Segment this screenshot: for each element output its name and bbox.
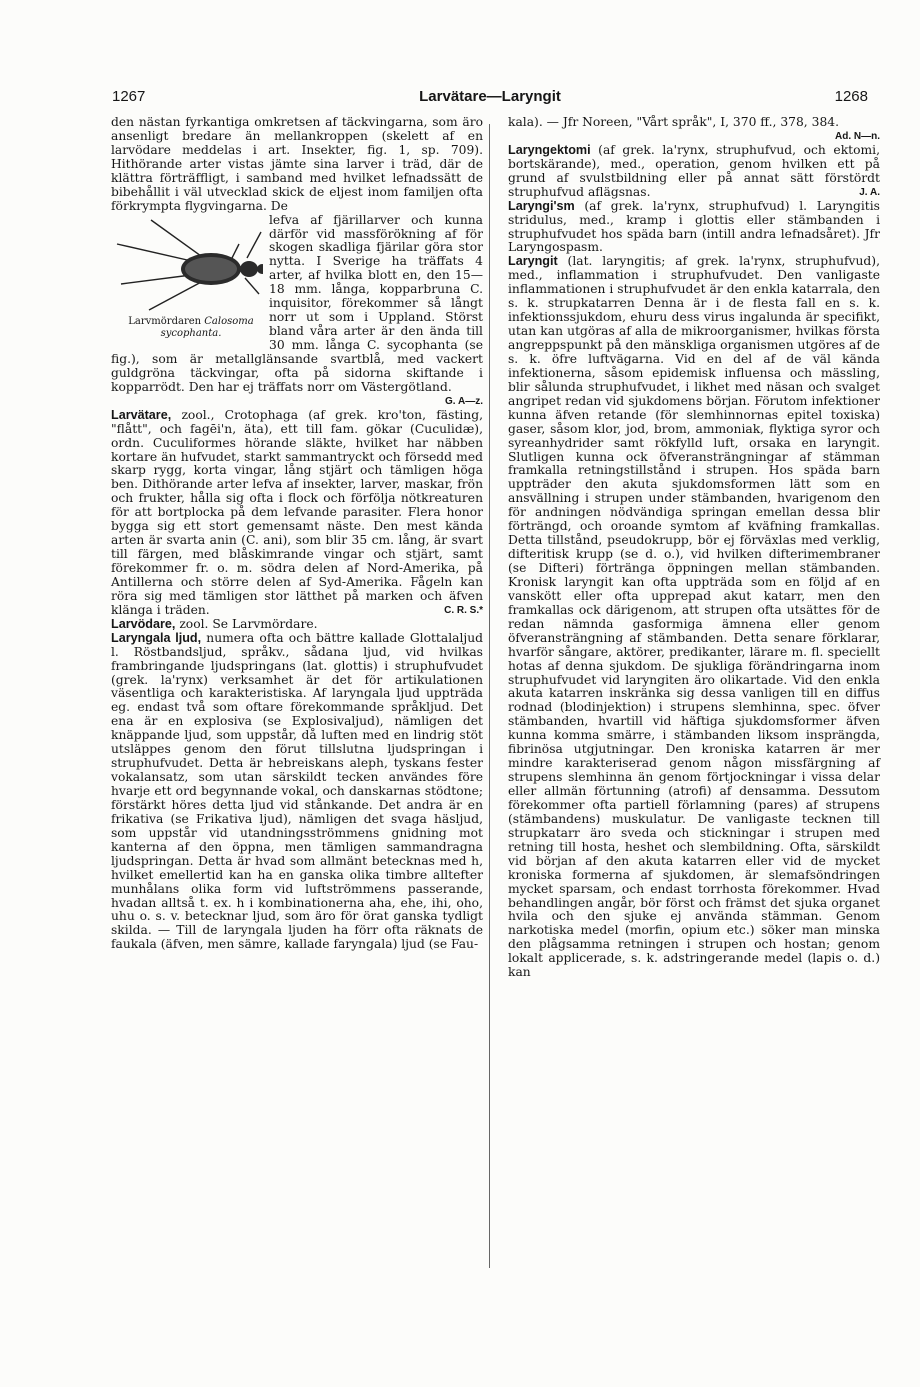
entry-body: (lat. laryngitis; af grek. la'rynx, struphufvud), med., inflammation i struphufvudet. Den vanligaste inflammationen i struphufvudet är den enkla katarrala, den s. k. strupkatarren Denna är i de flesta fall en s. k. infektionssjukdom, ehuru dess virus ingalunda är specifikt, utan kan utgöras af alla de mikroorganismer, hvilkas första angreppspunkt på den mänskliga organismen utgöres af de s. k. öfre luftvägarna. Vid en del af de väl kända infektionerna, såsom epidemisk influensa och mässling, blir sålunda struphufvudet, i likhet med näsan och svalget angripet redan vid sjukdomens början. Förutom infektioner kunna äfven retande (för slemhinnornas epitel toxiska) gaser, såsom klor, jod, brom, ammoniak, flyktiga syror och syreanhydrider samt rökfylld luft, orsaka en laryngit. Slutligen kunna ock öfveransträngningar af stämman framkalla retningstillstånd i strupen. Hos späda barn uppträder den akuta sjukdomsformen lätt som en ansvällning i strupen under stämbanden, hvarigenom den för andningen nödvändiga springan emellan dessa blir förträngd, och oroande symtom af kväfning framkallas. Detta tillstånd, pseudokrupp, bör ej förväxlas med verklig, difteritisk krupp (se d. o.), vid hvilken difterimembraner (se Difteri) förtränga öppningen mellan stämbanden. Kronisk laryngit kan ofta uppträda som en följd af en vanskött eller ofta upprepad akut katarr, men den framkallas ock därigenom, att strupen ofta utsättes för de redan nämnda gasformiga ämnena eller genom öfveransträngning af stämbanden. Detta senare förklarar, hvarför sångare, aktörer, predikanter, lärare m. fl. speciellt hotas af denna sjukdom. De sjukliga förändringarna inom struphufvudet vid laryngiten äro olikartade. Vid den enkla akuta katarren inskränka sig dessa vanligen till en diffus rodnad (blodinjektion) i strupens slemhinna, spec. öfver stämbanden, hvartill vid häftiga sjukdomsformer äfven kunna komma smärre, i stämbanden liksom insprängda, fibrinösa utgjutningar. Den kroniska katarren är mer mindre karakteriserad genom någon missfärgning af strupens slemhinna än genom förtjockningar i vissa delar eller allmän förtunning (atrofi) af densamma. Dessutom förekommer ofta partiell förlamning (pares) af strupens (stämbandens) muskulatur. De vanligaste tecknen till strupkatarr äro sveda och stickningar i strupen med retning till hosta, heshet och slembildning. Ofta, särskildt vid början af den akuta katarren eller vid de mycket kroniska formerna af sjukdomen, är slemafsöndringen mycket sparsam, och endast torrhosta förekommer. Hvad behandlingen angår, bör först och främst det sjuka organet hvila och den sjuke ej använda stämman. Genom narkotiska medel (morfin, opium etc.) söker man minska den plågsamma retningen i strupen och hostan; genom lokalt applicerade, s. k. adstringerande medel (lapis o. d.) kan	[508, 254, 880, 980]
entry-heading: Larvätare,	[111, 407, 172, 422]
caption-species: sycophanta.	[160, 327, 222, 339]
beetle-figure	[111, 214, 263, 342]
entry-heading: Larvödare,	[111, 616, 176, 631]
author-signature: C. R. S.*	[444, 604, 483, 616]
entry-body: zool. Se Larvmördare.	[179, 616, 318, 631]
author-signature: Ad. N—n.	[835, 130, 880, 142]
entry-heading: Laryngi'sm	[508, 198, 575, 213]
beetle-illustration	[111, 214, 263, 314]
page-number-right: 1268	[834, 88, 868, 105]
entry-continuation-wrapped: lefva af fjärillarver och kunna därför vid massförökning af för skogen skadliga fjärilar göra stor nytta. I Sverige ha träffats 4 arter, af hvilka blott en, den 15—18 mm. långa, kopparbruna C. inquisitor, förekommer så långt norr ut som i Uppland. Störst bland våra arter är den ända till 30 mm. långa C. sycophanta (se fig.), som är metallglänsande svartblå, med vackert guldgröna täckvingar, ofta på sidorna skiftande i kopparrödt. Den har ej träffats norr om Västergötland.	[111, 212, 483, 394]
entry-continuation: kala). — Jfr Noreen, "Vårt språk", I, 370 ff., 378, 384.	[508, 115, 840, 129]
entry-body: (af grek. la'rynx, struphufvud, och ektomi, bortskärande), med., operation, genom hvilken ett på grund af svulstbildning eller på annat sätt förstördt struphufvud aflägsnas.	[508, 142, 880, 199]
entry-body: numera ofta och bättre kallade Glottalaljud l. Röstbandsljud, språkv., sådana ljud, vid hvilkas frambringande ljudspringans (lat. glottis) i struphufvudet (grek. la'rynx) verksamhet är det för artikulationen väsentliga och karakteristiska. Af laryngala ljud uppträda eg. endast två som oftare förekommande språkljud. Det ena är en explosiva (se Explosivaljud), nämligen det knäppande ljud, som uppstår, då luften med en lindrig stöt utsläppes genom den förut tillslutna ljudspringan i struphufvudet. Detta är hebreiskans aleph, tyskans fester vokalansatz, som utan särskildt tecken användes före hvarje ett ord begynnande vokal, och danskarnas stödtone; förstärkt höres detta ljud vid stånkande. Det andra är en frikativa (se Frikativa ljud), nämligen det svaga häsljud, som uppstår vid utandningsströmmens gnidning mot kanterna af den öppna, men tämligen sammandragna ljudspringan. Detta är hvad som allmänt betecknas med h, hvilket emellertid kan ha en ganska olika timbre alltefter munhålans olika form vid luftströmmens passerande, hvadan alltså t. ex. h i kombinationerna aha, ehe, ihi, oho, uhu o. s. v. betecknar ljud, som äro för örat ganska tydligt skilda. — Till de laryngala ljuden ha förr ofta räknats de faukala (äfven, men sämre, kallade faryngala) ljud (se Fau-	[111, 630, 483, 952]
caption-label: Larvmördaren	[128, 315, 202, 327]
entry-body: (af grek. la'rynx, struphufvud) l. Laryngitis stridulus, med., kramp i glottis eller stämbanden i struphufvudet hos späda barn (intill andra lefnadsåret). Jfr Laryngospasm.	[508, 198, 880, 255]
caption-genus: Calosoma	[204, 315, 254, 327]
column-divider	[489, 124, 490, 1268]
left-column	[111, 116, 483, 952]
author-signature: J. A.	[859, 186, 880, 198]
entry-heading: Laryngala ljud,	[111, 630, 202, 645]
entry-heading: Laryngit	[508, 254, 558, 269]
running-title: Larvätare—Laryngit	[419, 88, 561, 105]
page-header	[112, 88, 868, 110]
author-signature: G. A—z.	[445, 395, 483, 407]
page-number-left: 1267	[112, 88, 146, 105]
entry-continuation: den nästan fyrkantiga omkretsen af täckvingarna, som äro ansenligt bredare än mellankroppen (skelett af en larvödare meddelas i art. Insekter, fig. 1, sp. 709). Hithörande arter vistas jämte sina larver i träd, där de klättra förträffligt, i samband med hvilket lefnadssätt de bibehållit i väl utvecklad skick de eljest inom familjen ofta förkrympta flygvingarna. De	[111, 115, 483, 213]
entry-heading: Laryngektomi	[508, 142, 591, 157]
entry-body: zool., Crotophaga (af grek. kro'ton, fästing, "flått", och fagēi'n, äta), ett till fam. gökar (Cuculidæ), ordn. Cuculiformes hörande släkte, hvilket har näbben kortare än hufvudet, starkt sammantryckt och försedd med skarp rygg, korta vingar, lång stjärt och tämligen höga ben. Dithörande arter lefva af insekter, larver, maskar, frön och frukter, hålla sig ofta i flock och förfölja nötkreaturen för att bortplocka på dem lefvande parasiter. Flera honor bygga sig ett stort gemensamt näste. Den mest kända arten är svarta anin (C. ani), som blir 35 cm. lång, är svart till färgen, med blåskimrande vingar och stjärt, samt förekommer fr. o. m. södra delen af Nord-Amerika, på Antillerna och större delen af Syd-Amerika. Fågeln kan röra sig med tämligen stor lätthet på marken och äfven klänga i träden.	[111, 407, 483, 617]
figure-caption	[111, 316, 271, 340]
right-column	[508, 116, 880, 980]
